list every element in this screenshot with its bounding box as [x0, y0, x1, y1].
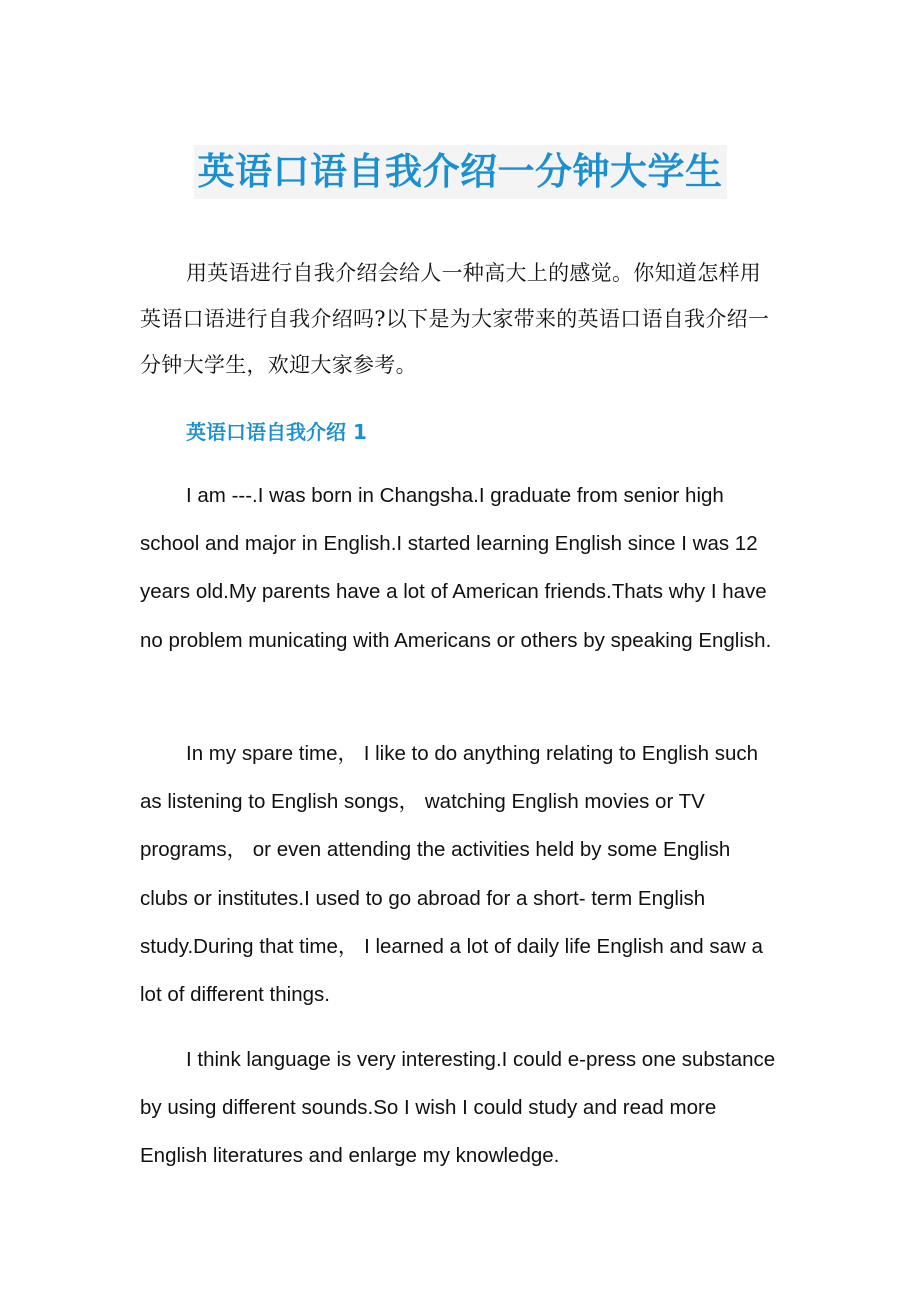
- intro-paragraph: 用英语进行自我介绍会给人一种高大上的感觉。你知道怎样用英语口语进行自我介绍吗?以下是为大家带来的英语口语自我介绍一分钟大学生，欢迎大家参考。: [140, 261, 770, 377]
- body-paragraph-1: I am ---.I was born in Changsha.I graduate from senior high school and major in English.I started learning English since I was 12 years old.My parents have a lot of American friends.Thats why I have no problem municating with Americans or others by speaking English.: [140, 484, 772, 652]
- document-body: [140, 250, 780, 1168]
- title-wrapper: [0, 120, 920, 224]
- section-heading: 英语口语自我介绍 1: [186, 420, 367, 444]
- body-paragraph-2: In my spare time， I like to do anything relating to English such as listening to English songs， watching English movies or TV programs， or even attending the activities held by some English clubs or institutes.I used to go abroad for a short- term English study.During that time， I learned a lot of daily life English and saw a lot of different things.: [140, 742, 763, 1007]
- document-title: 英语口语自我介绍一分钟大学生: [194, 145, 727, 199]
- body-paragraph-3: I think language is very interesting.I could e-press one substance by using different sounds.So I wish I could study and read more English literatures and enlarge my knowledge.: [140, 1048, 776, 1168]
